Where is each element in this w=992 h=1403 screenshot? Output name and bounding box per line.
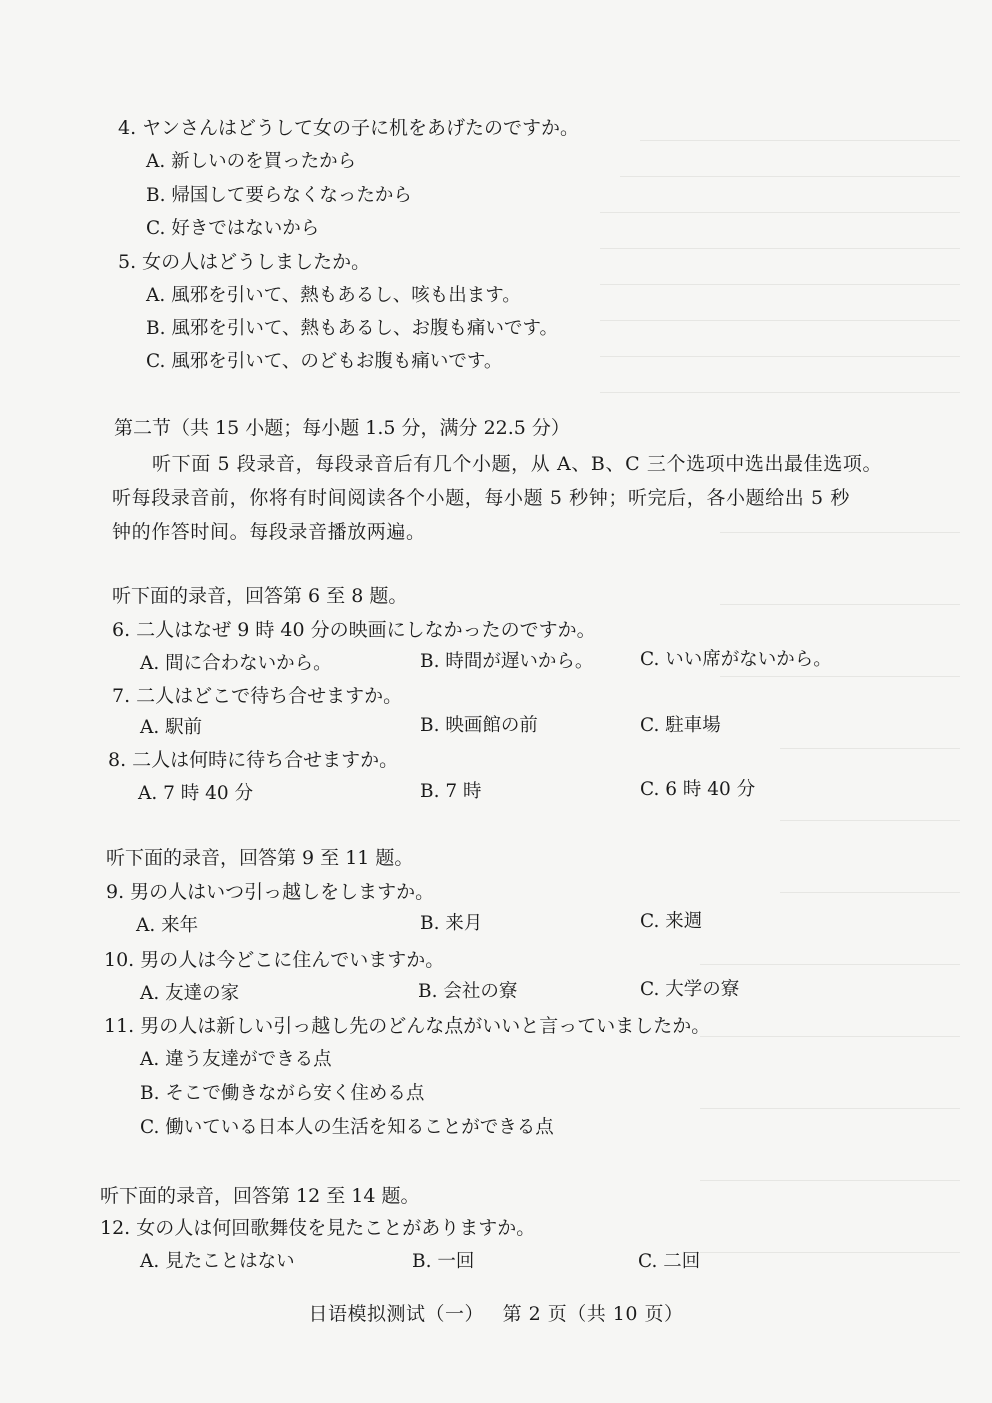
question-8-option-c: C. 6 時 40 分: [640, 779, 756, 800]
question-4-stem: 4. ヤンさんはどうして女の子に机をあげたのですか。: [118, 117, 579, 139]
footer-exam-title: 日语模拟测试（一）: [308, 1303, 485, 1325]
footer-page-number: 第 2 页（共 10 页）: [502, 1303, 684, 1325]
question-8-option-a: A. 7 時 40 分: [138, 783, 254, 804]
section-2-instruction-line-2: 听每段录音前，你将有时间阅读各个小题，每小题 5 秒钟；听完后，各小题给出 5 秒: [112, 487, 850, 509]
question-5-option-b: B. 風邪を引いて、熱もあるし、お腹も痛いです。: [146, 318, 559, 339]
question-6-option-a: A. 間に合わないから。: [140, 653, 332, 674]
question-10-option-a: A. 友達の家: [140, 983, 240, 1004]
question-12-option-b: B. 一回: [412, 1251, 475, 1272]
question-9-option-c: C. 来週: [640, 911, 703, 932]
question-11-stem: 11. 男の人は新しい引っ越し先のどんな点がいいと言っていましたか。: [104, 1015, 711, 1037]
question-6-stem: 6. 二人はなぜ 9 時 40 分の映画にしなかったのですか。: [112, 619, 596, 641]
question-10-option-c: C. 大学の寮: [640, 979, 740, 1000]
question-7-option-c: C. 駐車場: [640, 715, 721, 736]
question-10-option-b: B. 会社の寮: [418, 981, 518, 1002]
question-9-option-a: A. 来年: [136, 915, 199, 936]
question-9-option-b: B. 来月: [420, 913, 483, 934]
question-7-option-b: B. 映画館の前: [420, 715, 538, 736]
question-5-stem: 5. 女の人はどうしましたか。: [118, 251, 371, 273]
section-2-instruction-line-1: 听下面 5 段录音，每段录音后有几个小题，从 A、B、C 三个选项中选出最佳选项。: [152, 453, 883, 475]
question-7-stem: 7. 二人はどこで待ち合せますか。: [112, 685, 403, 707]
question-4-option-b: B. 帰国して要らなくなったから: [146, 185, 412, 206]
question-11-option-c: C. 働いている日本人の生活を知ることができる点: [140, 1117, 554, 1138]
question-4-option-a: A. 新しいのを買ったから: [146, 151, 357, 172]
question-10-stem: 10. 男の人は今どこに住んでいますか。: [104, 949, 445, 971]
question-12-stem: 12. 女の人は何回歌舞伎を見たことがありますか。: [100, 1217, 536, 1239]
group-2-lead: 听下面的录音，回答第 9 至 11 题。: [106, 847, 414, 869]
question-12-option-a: A. 見たことはない: [140, 1251, 295, 1272]
section-2-instruction-line-3: 钟的作答时间。每段录音播放两遍。: [112, 521, 426, 543]
section-2-heading: 第二节（共 15 小题；每小题 1.5 分，满分 22.5 分）: [114, 417, 570, 439]
group-1-lead: 听下面的录音，回答第 6 至 8 题。: [112, 585, 408, 607]
group-3-lead: 听下面的录音，回答第 12 至 14 题。: [100, 1185, 420, 1207]
question-11-option-b: B. そこで働きながら安く住める点: [140, 1083, 425, 1104]
question-5-option-c: C. 風邪を引いて、のどもお腹も痛いです。: [146, 351, 503, 372]
page-footer: [0, 1302, 992, 1326]
question-8-stem: 8. 二人は何時に待ち合せますか。: [108, 749, 399, 771]
question-6-option-b: B. 時間が遅いから。: [420, 651, 594, 672]
question-11-option-a: A. 違う友達ができる点: [140, 1049, 332, 1070]
question-8-option-b: B. 7 時: [420, 781, 482, 802]
question-12-option-c: C. 二回: [638, 1251, 701, 1272]
question-4-option-c: C. 好きではないから: [146, 218, 320, 239]
question-6-option-c: C. いい席がないから。: [640, 649, 832, 670]
question-5-option-a: A. 風邪を引いて、熱もあるし、咳も出ます。: [146, 285, 521, 306]
question-9-stem: 9. 男の人はいつ引っ越しをしますか。: [106, 881, 435, 903]
question-7-option-a: A. 駅前: [140, 717, 203, 738]
